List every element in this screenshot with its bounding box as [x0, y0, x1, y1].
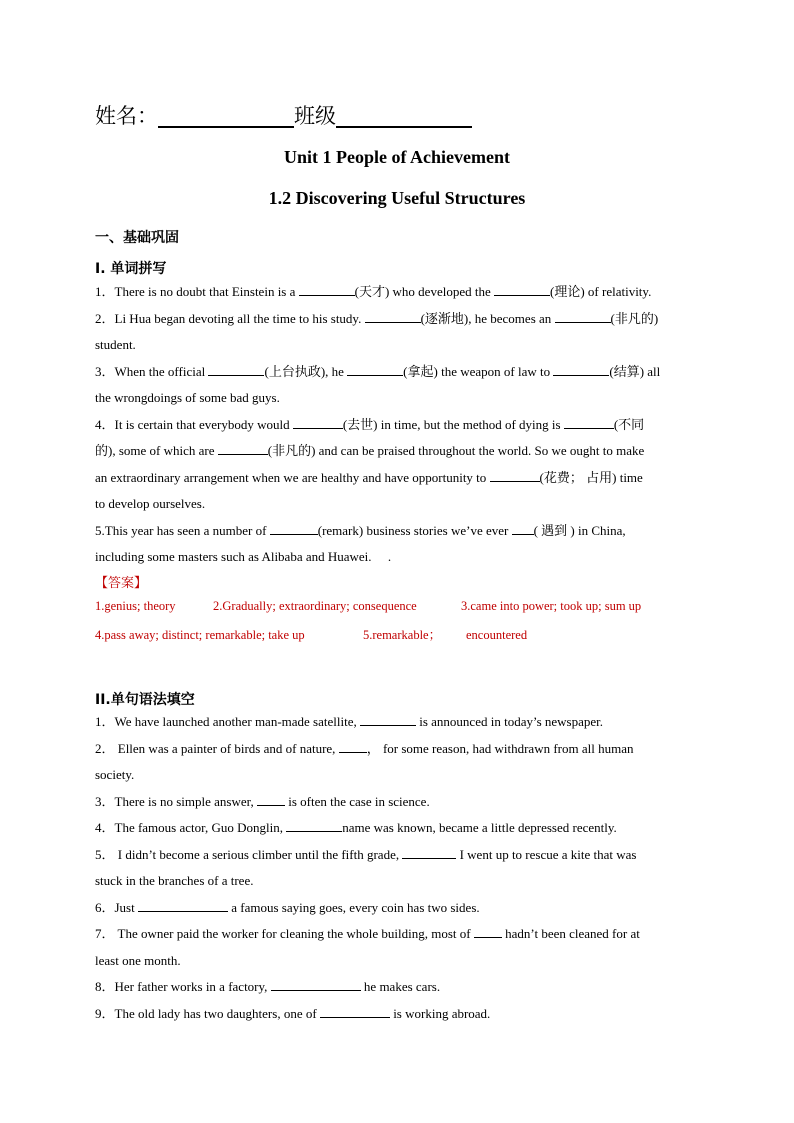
answer-blank[interactable] [138, 897, 228, 912]
question-7: 7． The owner paid the worker for cleaning the whole building, most of hadn’t been cleaned for at [95, 921, 700, 948]
question-1: 1．There is no doubt that Einstein is a (天才) who developed the (理论) of relativity. [95, 279, 700, 306]
name-blank[interactable] [158, 102, 294, 128]
answer-label: 【答案】 [95, 576, 148, 591]
answer-blank[interactable] [553, 361, 609, 376]
answer-item: 5.remarkable； [363, 628, 442, 642]
question-5: 5.This year has seen a number of (remark) business stories we’ve ever ( 遇到 ) in China, [95, 518, 700, 545]
question-2: 2． Ellen was a painter of birds and of nature, ， for some reason, had withdrawn from all human [95, 736, 700, 763]
answer-blank[interactable] [286, 817, 342, 832]
question-9: 9．The old lady has two daughters, one of is working abroad. [95, 1001, 700, 1028]
answer-blank[interactable] [512, 520, 534, 535]
class-label: 班级 [294, 104, 336, 128]
answer-blank[interactable] [490, 467, 540, 482]
answer-blank[interactable] [494, 281, 550, 296]
answer-item: 3.came into power; took up; sum up [461, 599, 642, 613]
class-blank[interactable] [336, 102, 472, 128]
answer-blank[interactable] [208, 361, 264, 376]
answer-blank[interactable] [347, 361, 403, 376]
question-7-cont: least one month. [95, 952, 181, 968]
answer-blank[interactable] [360, 711, 416, 726]
question-2: 2．Li Hua began devoting all the time to his study. (逐渐地), he becomes an (非凡的) [95, 306, 700, 333]
question-3: 3．There is no simple answer, is often the case in science. [95, 789, 700, 816]
question-4: 4．It is certain that everybody would (去世) in time, but the method of dying is (不同 [95, 412, 700, 439]
question-4: 4．The famous actor, Guo Donglin, name was known, became a little depressed recently. [95, 815, 700, 842]
question-1: 1．We have launched another man-made satellite, is announced in today’s newspaper. [95, 709, 700, 736]
section-heading-basics: 一、基础巩固 [95, 230, 179, 246]
question-5-cont: including some masters such as Alibaba and Huawei. . [95, 549, 392, 564]
answer-item: 4.pass away; distinct; remarkable; take up [95, 628, 305, 642]
name-class-header [95, 100, 472, 132]
answer-blank[interactable] [271, 976, 361, 991]
part-heading-spelling: I. 单词拼写 [95, 261, 167, 277]
answer-row-1 [95, 599, 641, 614]
name-label: 姓名： [95, 104, 158, 128]
part-heading-grammar: II.单句语法填空 [95, 692, 195, 708]
answer-blank[interactable] [564, 414, 614, 429]
question-3: 3．When the official (上台执政), he (拿起) the weapon of law to (结算) all [95, 359, 700, 386]
question-2-cont: student. [95, 337, 136, 352]
answer-blank[interactable] [339, 738, 367, 753]
answer-blank[interactable] [257, 791, 285, 806]
answer-blank[interactable] [299, 281, 355, 296]
answer-blank[interactable] [474, 923, 502, 938]
answer-blank[interactable] [218, 440, 268, 455]
question-3-cont: the wrongdoings of some bad guys. [95, 390, 280, 405]
question-4-cont-3: to develop ourselves. [95, 496, 206, 511]
spelling-questions [95, 279, 700, 571]
question-4-cont: 的), some of which are (非凡的) and can be praised throughout the world. So we ought to make [95, 438, 700, 465]
page-subtitle: 1.2 Discovering Useful Structures [268, 188, 526, 208]
question-2-cont: society. [95, 767, 135, 782]
question-5-cont: stuck in the branches of a tree. [95, 873, 254, 888]
answer-blank[interactable] [270, 520, 318, 535]
answer-blank[interactable] [555, 308, 611, 323]
answer-blank[interactable] [320, 1003, 390, 1018]
page-title: Unit 1 People of Achievement [284, 147, 510, 167]
answer-item: 2.Gradually; extraordinary; consequence [213, 599, 417, 613]
question-6: 6．Just a famous saying goes, every coin has two sides. [95, 895, 700, 922]
question-8: 8．Her father works in a factory, he makes cars. [95, 974, 700, 1001]
answer-row-2 [95, 625, 527, 643]
answer-item: encountered [466, 628, 528, 642]
answer-blank[interactable] [402, 844, 456, 859]
answer-blank[interactable] [365, 308, 421, 323]
question-4-cont-2: an extraordinary arrangement when we are healthy and have opportunity to (花费； 占用) time [95, 465, 700, 492]
answer-item: 1.genius; theory [95, 599, 176, 613]
question-5: 5． I didn’t become a serious climber until the fifth grade, I went up to rescue a kite that was [95, 842, 700, 869]
answer-blank[interactable] [293, 414, 343, 429]
grammar-questions [95, 709, 700, 1027]
